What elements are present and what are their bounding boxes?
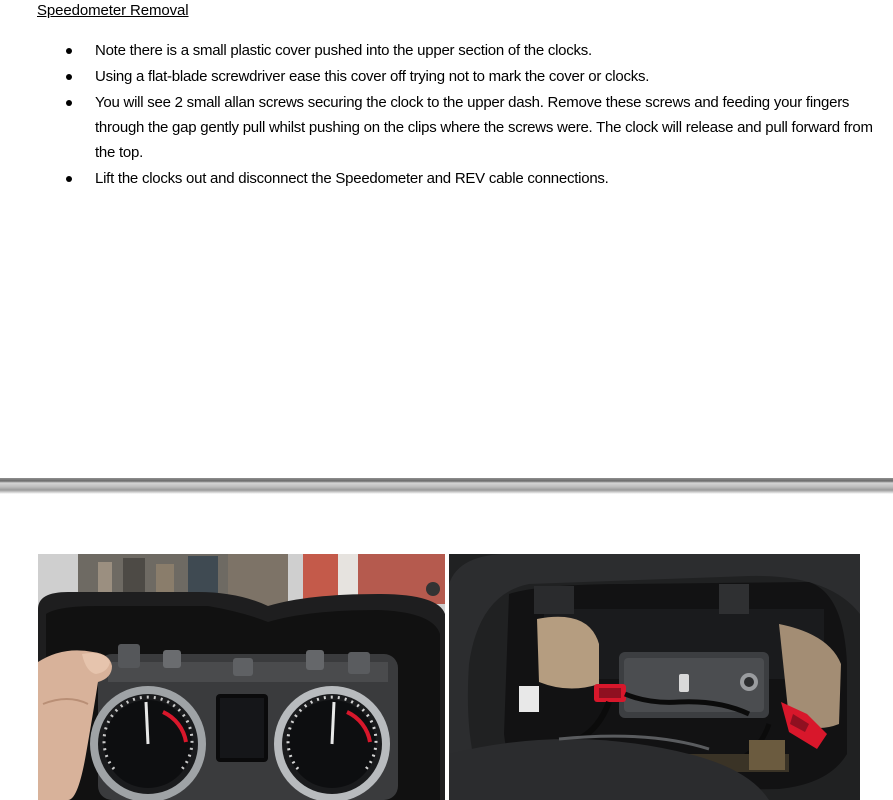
list-item: You will see 2 small allan screws securing the clock to the upper dash. Remove these screws and feeding your fingers through the gap gently pull whilst pushing on the clips where the screws were. The clock will release and pull forward from the top.	[60, 90, 885, 165]
dash-recess-photo	[449, 554, 860, 800]
section-heading: Speedometer Removal	[37, 2, 189, 19]
page-break-divider	[0, 478, 893, 494]
list-item: Lift the clocks out and disconnect the Speedometer and REV cable connections.	[60, 166, 885, 191]
instrument-cluster-photo	[38, 554, 445, 800]
list-item: Note there is a small plastic cover pushed into the upper section of the clocks.	[60, 38, 885, 63]
instruction-list	[60, 38, 885, 192]
list-item: Using a flat-blade screwdriver ease this cover off trying not to mark the cover or clocks.	[60, 64, 885, 89]
